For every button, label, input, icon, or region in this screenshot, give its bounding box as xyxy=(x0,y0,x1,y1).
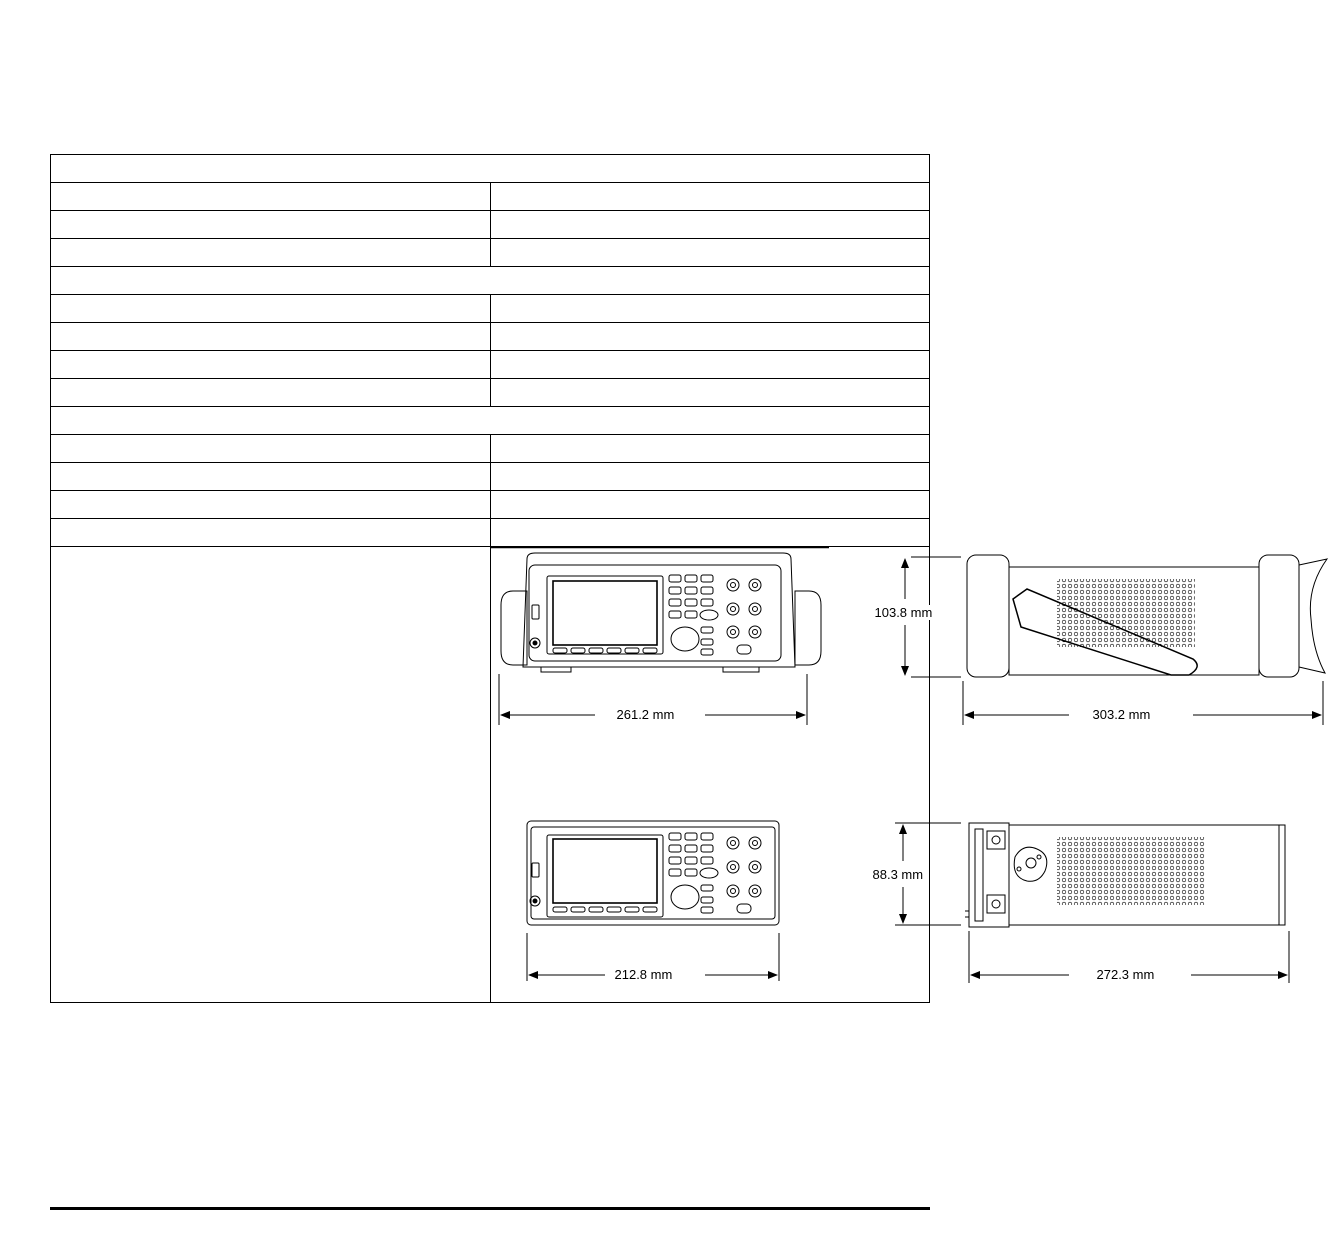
side-no-handle-depth-label: 272.3 mm xyxy=(1096,967,1155,982)
keypad xyxy=(669,575,718,655)
value-cell xyxy=(490,491,930,519)
value-cell xyxy=(490,183,930,211)
specification-table xyxy=(50,154,1155,1003)
item-row xyxy=(51,183,930,211)
index-cell xyxy=(51,183,491,211)
index-cell xyxy=(51,547,491,1003)
value-cell xyxy=(490,239,930,267)
value-cell xyxy=(490,519,930,547)
value-cell xyxy=(490,463,930,491)
value-cell xyxy=(490,211,930,239)
section-cell xyxy=(51,407,930,435)
section-row xyxy=(51,155,930,183)
item-row xyxy=(51,379,930,407)
dimension-drawing-cell xyxy=(490,547,1155,1003)
index-cell xyxy=(51,295,491,323)
side-view-with-handle xyxy=(905,555,1327,725)
item-row xyxy=(51,463,930,491)
side-with-handle-height-label: 103.8 mm xyxy=(874,605,933,620)
index-cell xyxy=(51,323,491,351)
section-cell xyxy=(51,155,930,183)
index-cell xyxy=(51,463,491,491)
softkeys xyxy=(553,648,657,653)
front-view-with-handle xyxy=(499,553,821,725)
side-view-no-handle xyxy=(895,823,1289,983)
index-cell xyxy=(51,519,491,547)
index-cell xyxy=(51,211,491,239)
input-terminals xyxy=(727,579,761,654)
value-cell xyxy=(490,295,930,323)
index-cell xyxy=(51,435,491,463)
item-row xyxy=(51,295,930,323)
dimension-drawing-row xyxy=(51,547,930,1003)
item-row xyxy=(51,239,930,267)
item-row xyxy=(51,351,930,379)
value-cell xyxy=(490,379,930,407)
side-with-handle-depth-label: 303.2 mm xyxy=(1092,707,1151,722)
item-row xyxy=(51,519,930,547)
section-cell xyxy=(51,267,930,295)
section-row xyxy=(51,407,930,435)
index-cell xyxy=(51,491,491,519)
side-no-handle-height-label: 88.3 mm xyxy=(872,867,924,882)
section-row xyxy=(51,267,930,295)
front-view-no-handle xyxy=(527,821,779,981)
index-cell xyxy=(51,351,491,379)
index-cell xyxy=(51,239,491,267)
item-row xyxy=(51,211,930,239)
front-no-handle-width-label: 212.8 mm xyxy=(614,967,673,982)
value-cell xyxy=(490,351,930,379)
value-cell xyxy=(490,323,930,351)
item-row xyxy=(51,323,930,351)
index-cell xyxy=(51,379,491,407)
footer-rule xyxy=(50,1207,930,1210)
front-with-handle-width-label: 261.2 mm xyxy=(616,707,675,722)
item-row xyxy=(51,435,930,463)
item-row xyxy=(51,491,930,519)
value-cell xyxy=(490,435,930,463)
